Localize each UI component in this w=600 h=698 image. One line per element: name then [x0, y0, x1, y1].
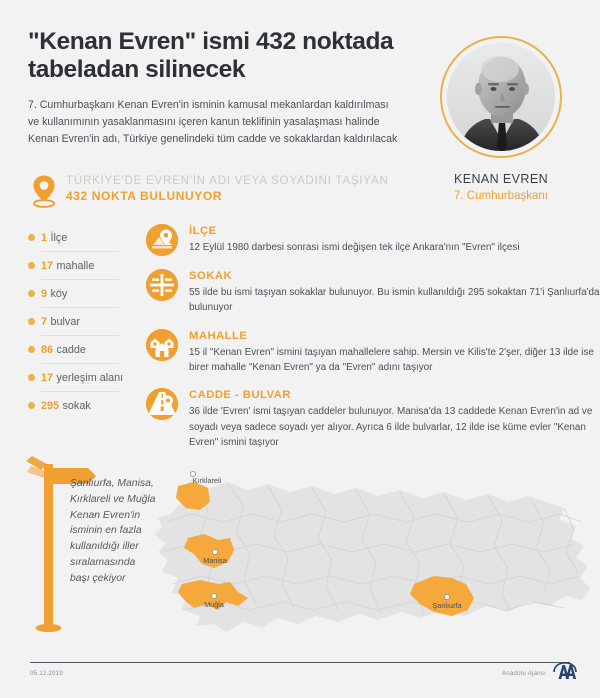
map-pin-icon	[30, 174, 58, 208]
street-intersection-icon	[146, 269, 178, 301]
bullet-dot-icon	[28, 262, 35, 269]
district-map-pin-icon	[146, 224, 178, 256]
stat-value: 9	[41, 287, 48, 300]
portrait-role: 7. Cumhurbaşkanı	[454, 190, 548, 202]
block-text: 15 il "Kenan Evren" ismini taşıyan mahallelere sahip. Mersin ve Kilis'te 2'şer, diğer 13 ilde ise birer mahalle "Kenan Evren" ya da "Evren" adını taşıyor	[189, 346, 594, 374]
bullet-dot-icon	[28, 318, 35, 325]
divider	[41, 307, 119, 308]
stat-value: 1	[41, 231, 48, 244]
block-title: CADDE - BULVAR	[189, 389, 291, 402]
stat-label: köy	[50, 287, 68, 300]
bullet-dot-icon	[28, 402, 35, 409]
bullet-dot-icon	[28, 234, 35, 241]
city-marker	[444, 594, 450, 600]
list-item	[28, 340, 132, 359]
header	[28, 28, 418, 148]
block-text: 36 ilde 'Evren' ismi taşıyan caddeler bulunuyor. Manisa'da 13 caddede Kenan Evren'in ad ve soyadı veya sadece soyadı yer alıyor. Ayrıca 6 ilde bulvarlar, 12 ilde ise küme evler "Kenan Evren" ismini taşıyor	[189, 406, 593, 449]
portrait-ring	[440, 36, 562, 158]
detail-blocks	[146, 224, 600, 463]
stat-label: sokak	[62, 399, 91, 412]
divider	[41, 279, 119, 280]
block-text: 12 Eylül 1980 darbesi sonrası ismi değişen tek ilçe Ankara'nın "Evren" ilçesi	[189, 242, 520, 253]
block-title: İLÇE	[189, 225, 217, 237]
divider	[41, 391, 119, 392]
stat-label: cadde	[56, 343, 86, 356]
city-label: Kırklareli	[192, 476, 222, 485]
aa-logo	[552, 662, 578, 682]
page-title: "Kenan Evren" ismi 432 noktada tabeladan silinecek	[28, 28, 394, 83]
summary-banner	[30, 174, 389, 208]
list-item	[28, 284, 132, 303]
detail-block-cadde-bulvar	[146, 388, 593, 450]
detail-block-sokak	[146, 269, 600, 316]
stat-value: 295	[41, 399, 60, 412]
city-label: Şanlıurfa	[432, 601, 462, 610]
stat-value: 86	[41, 343, 54, 356]
list-item	[28, 396, 132, 415]
divider	[41, 335, 119, 336]
list-item	[28, 228, 132, 247]
city-label: Muğla	[204, 600, 224, 609]
bullet-dot-icon	[28, 374, 35, 381]
stat-value: 17	[41, 371, 54, 384]
portrait-photo-icon	[447, 43, 555, 151]
block-text: 55 ilde bu ismi taşıyan sokaklar bulunuyor. Bu ismin kullanıldığı 295 sokaktan 71'i Şanlıurfa'da bulunuyor	[189, 287, 600, 314]
detail-block-mahalle	[146, 329, 594, 376]
portrait-photo	[447, 43, 555, 151]
block-title: SOKAK	[189, 270, 233, 282]
detail-block-ilce	[146, 224, 576, 256]
banner-line-1: TÜRKİYE'DE EVREN'İN ADI VEYA SOYADINI TAŞIYAN	[66, 174, 389, 187]
list-item	[28, 368, 132, 387]
turkey-provinces-map	[152, 452, 594, 648]
bullet-dot-icon	[28, 290, 35, 297]
stat-label: bulvar	[50, 315, 80, 328]
page-description: 7. Cumhurbaşkanı Kenan Evren'in isminin kamusal mekanlardan kaldırılması ve kullanımının yasaklanmasını içeren kanun teklifinin yasalaşması halinde Kenan Evren'in adı, Türkiye genelindeki tüm cadde ve sokaklardan kaldırılacak	[28, 98, 398, 146]
stat-value: 17	[41, 259, 54, 272]
stat-list	[28, 228, 132, 415]
signpost-note	[22, 450, 154, 640]
city-label: Manisa	[203, 556, 227, 565]
bullet-dot-icon	[28, 346, 35, 353]
banner-line-2: 432 NOKTA BULUNUYOR	[66, 189, 223, 203]
portrait-name: KENAN EVREN	[453, 172, 548, 186]
footer-date: 05.12.2019	[30, 670, 63, 677]
footer-agency-name: Anadolu Ajansı	[501, 670, 546, 677]
divider	[41, 251, 119, 252]
stat-value: 7	[41, 315, 48, 328]
avenue-boulevard-icon	[146, 388, 178, 420]
signpost-text: Şanlıurfa, Manisa, Kırklareli ve Muğla Kenan Evren'in isminin en fazla kullanıldığı iller sıralamasında başı çekiyor	[70, 478, 156, 584]
stat-label: İlçe	[50, 231, 68, 244]
city-marker	[212, 549, 218, 555]
city-marker	[211, 593, 217, 599]
portrait-block	[428, 36, 574, 202]
list-item	[28, 312, 132, 331]
divider	[41, 363, 119, 364]
stat-label: mahalle	[56, 259, 95, 272]
list-item	[28, 256, 132, 275]
footer-divider	[30, 662, 570, 663]
block-title: MAHALLE	[189, 329, 248, 342]
neighbourhood-houses-icon	[146, 329, 178, 361]
stat-label: yerleşim alanı	[56, 371, 124, 384]
